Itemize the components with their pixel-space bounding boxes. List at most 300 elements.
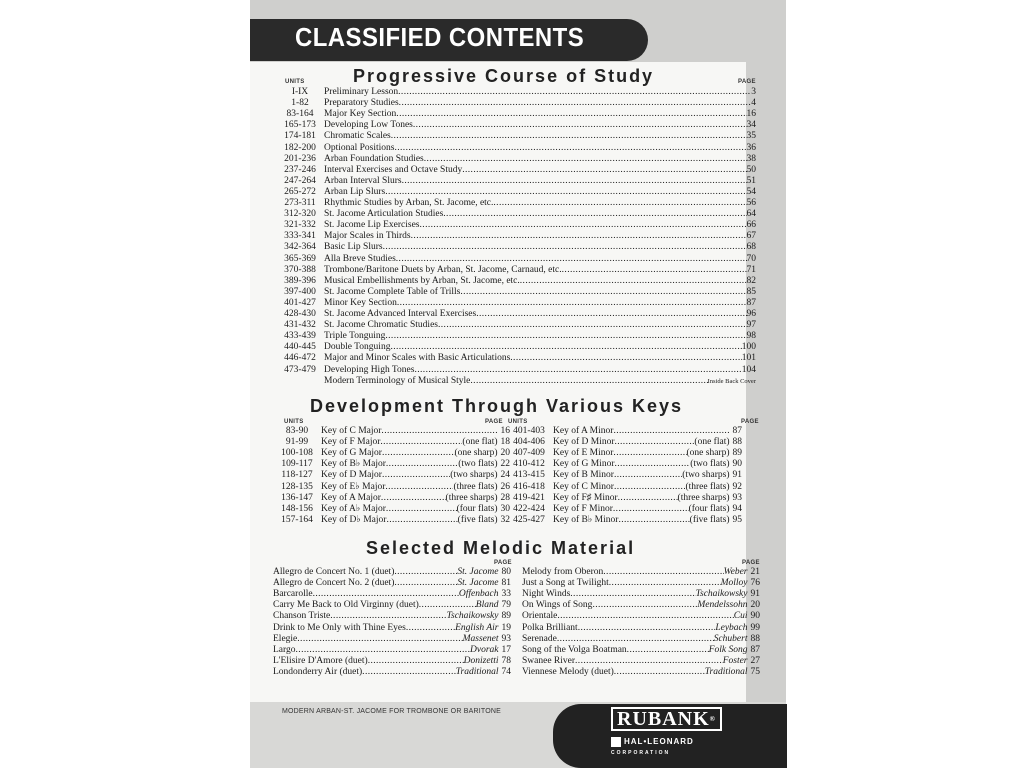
dot-leader	[385, 482, 453, 493]
dot-leader	[470, 376, 707, 387]
lesson-title: Chromatic Scales	[324, 131, 391, 142]
page-number: 95	[732, 514, 742, 525]
dot-leader	[476, 309, 746, 320]
key-row	[276, 470, 510, 481]
page-number: 30	[500, 503, 510, 514]
list-item	[278, 365, 756, 376]
unit-range: 410-412	[513, 459, 545, 470]
melody-row	[273, 645, 511, 656]
composer-name: Dvorak	[470, 644, 499, 655]
composer-name: Weber	[723, 567, 748, 577]
unit-range: 265-272	[284, 186, 316, 197]
page-title: CLASSIFIED CONTENTS	[295, 22, 585, 52]
page-number: 87	[732, 426, 742, 436]
lesson-title: Arban Foundation Studies	[324, 153, 424, 164]
list-item	[278, 143, 756, 154]
dot-leader	[297, 634, 462, 645]
lesson-title: Arban Interval Slurs	[324, 175, 402, 186]
melody-title: On Wings of Song	[522, 600, 593, 611]
key-name: Key of B Minor	[553, 470, 614, 481]
page-number: 74	[501, 666, 511, 677]
page-number: 99	[750, 622, 760, 633]
page-number: 19	[501, 622, 511, 633]
unit-range: 136-147	[281, 492, 313, 503]
page-number: 79	[501, 600, 511, 611]
unit-range: I-IX	[291, 87, 309, 97]
footer-text: MODERN ARBAN-ST. JACOME FOR TROMBONE OR BARITONE	[282, 708, 501, 715]
progressive-units-label: UNITS	[285, 79, 305, 85]
key-name: Key of C Minor	[553, 481, 614, 492]
composer-name: Tschaikowsky	[446, 611, 499, 622]
list-item	[278, 120, 756, 131]
contents-page	[250, 0, 786, 768]
lesson-title: Modern Terminology of Musical Style	[324, 375, 471, 386]
unit-range: 201-236	[284, 153, 316, 164]
melody-title: Song of the Volga Boatman	[522, 644, 627, 655]
key-row	[276, 493, 510, 504]
dot-leader	[613, 426, 729, 437]
dot-leader	[383, 242, 747, 253]
lesson-title: Developing High Tones	[324, 364, 415, 375]
key-row	[276, 426, 510, 437]
page-number: 51	[746, 175, 756, 186]
list-item	[278, 109, 756, 120]
melody-row	[522, 578, 760, 589]
page-number: 101	[741, 353, 756, 364]
key-row	[276, 504, 510, 515]
key-signature-note: (two sharps)	[450, 470, 498, 481]
dot-leader	[614, 437, 694, 448]
dot-leader	[296, 645, 470, 656]
composer-name: Traditional	[704, 666, 748, 677]
dot-leader	[557, 611, 733, 622]
unit-range: 440-445	[284, 342, 316, 353]
key-row	[276, 515, 510, 526]
page-number: 68	[746, 242, 756, 253]
melody-title: Serenade	[522, 633, 557, 644]
lesson-title: Developing Low Tones	[324, 120, 413, 131]
dot-leader	[443, 209, 746, 220]
dot-leader	[614, 667, 705, 678]
unit-range: 273-311	[284, 198, 316, 208]
hal-leonard-mark-icon	[611, 737, 621, 747]
dot-leader	[368, 656, 464, 667]
unit-range: 401-403	[513, 426, 545, 436]
page-number: 34	[746, 120, 756, 131]
key-signature-note: (three flats)	[685, 481, 730, 492]
lesson-title: Triple Tonguing	[324, 331, 386, 342]
unit-range: 413-415	[513, 470, 545, 481]
dot-leader	[382, 448, 455, 459]
unit-range: 174-181	[284, 131, 316, 142]
list-item	[278, 320, 756, 331]
melody-row	[522, 667, 760, 678]
page-number: 94	[732, 503, 742, 514]
list-item	[278, 220, 756, 231]
key-row	[276, 482, 510, 493]
page-number: 17	[501, 644, 511, 655]
lesson-title: St. Jacome Articulation Studies	[324, 209, 444, 220]
page-number: 18	[500, 437, 510, 448]
key-signature-note: (two flats)	[690, 459, 730, 470]
key-signature-note: (two flats)	[458, 459, 498, 470]
dot-leader	[618, 493, 678, 504]
key-signature-note: (four flats)	[456, 503, 498, 514]
dot-leader	[411, 231, 747, 242]
unit-range: 321-332	[284, 220, 316, 231]
key-row	[508, 459, 742, 470]
key-name: Key of G Major	[321, 448, 382, 459]
dot-leader	[396, 109, 746, 120]
list-item	[278, 276, 756, 287]
unit-range: 416-418	[513, 481, 545, 492]
dot-leader	[424, 154, 747, 165]
melody-row	[273, 667, 511, 678]
dot-leader	[575, 656, 723, 667]
dot-leader	[398, 87, 751, 98]
unit-range: 433-439	[284, 331, 316, 342]
page-number: 70	[746, 253, 756, 264]
unit-range: 473-479	[284, 364, 316, 375]
melody-title: Elegie	[273, 633, 298, 644]
dot-leader	[414, 365, 741, 376]
melody-title: Swanee River	[522, 655, 576, 666]
melody-title: Just a Song at Twilight	[522, 578, 609, 589]
page-number: 20	[500, 448, 510, 459]
unit-range: 237-246	[284, 164, 316, 175]
unit-range: 148-156	[281, 503, 313, 514]
page-number: 75	[750, 666, 760, 677]
dot-leader	[420, 220, 747, 231]
dot-leader	[406, 623, 455, 634]
unit-range: 83-164	[286, 109, 314, 120]
page-number: 87	[750, 644, 760, 655]
key-row	[508, 504, 742, 515]
keys-page-label-right: PAGE	[741, 419, 759, 425]
unit-range: 370-388	[284, 264, 316, 275]
key-row	[508, 470, 742, 481]
page-number: 16	[500, 426, 510, 436]
dot-leader	[381, 426, 497, 437]
melodic-page-label-left: PAGE	[494, 560, 512, 566]
dot-leader	[382, 470, 450, 481]
key-row	[508, 482, 742, 493]
list-item	[278, 154, 756, 165]
dot-leader	[438, 320, 747, 331]
dot-leader	[394, 578, 457, 589]
composer-name: Massenet	[462, 633, 499, 644]
key-row	[276, 459, 510, 470]
composer-name: Cui	[733, 611, 748, 622]
dot-leader	[394, 143, 746, 154]
list-item	[278, 298, 756, 309]
lesson-title: Arban Lip Slurs	[324, 186, 386, 197]
key-row	[508, 426, 742, 437]
key-name: Key of F Major	[321, 437, 381, 448]
list-item	[278, 265, 756, 276]
dot-leader	[614, 482, 686, 493]
page-number: 80	[501, 567, 511, 577]
page-number: 85	[746, 286, 756, 297]
key-signature-note: (three flats)	[453, 481, 498, 492]
unit-range: 431-432	[284, 320, 316, 331]
page-number: 88	[750, 633, 760, 644]
brand-logo-text: RUBANK®	[611, 707, 722, 731]
dot-leader	[460, 287, 746, 298]
lesson-title: Alla Breve Studies	[324, 253, 396, 264]
dot-leader	[330, 611, 446, 622]
lesson-title: Musical Embellishments by Arban, St. Jacome, etc.	[324, 275, 520, 286]
lesson-title: Minor Key Section	[324, 297, 397, 308]
dot-leader	[557, 634, 714, 645]
key-name: Key of G Minor	[553, 459, 615, 470]
list-item	[278, 353, 756, 364]
dot-leader	[510, 353, 741, 364]
page-number: 100	[741, 342, 756, 353]
page-number: 50	[746, 164, 756, 175]
dot-leader	[386, 515, 457, 526]
unit-range: 100-108	[281, 448, 313, 459]
dot-leader	[493, 198, 746, 209]
dot-leader	[386, 459, 458, 470]
unit-range: 118-127	[281, 470, 313, 481]
key-signature-note: (one flat)	[694, 437, 730, 448]
dot-leader	[570, 589, 695, 600]
page-number: 38	[746, 153, 756, 164]
list-item	[278, 309, 756, 320]
unit-range: 109-117	[281, 459, 313, 470]
key-signature-note: (five flats)	[457, 514, 498, 525]
page-number: 26	[500, 481, 510, 492]
progressive-title: Progressive Course of Study	[353, 66, 655, 86]
key-signature-note: (three sharps)	[677, 492, 730, 503]
unit-range: 247-264	[284, 175, 316, 186]
page-number: 97	[746, 320, 756, 331]
unit-range	[278, 376, 322, 387]
melody-row	[522, 600, 760, 611]
dot-leader	[627, 645, 709, 656]
lesson-title: St. Jacome Complete Table of Trills	[324, 286, 461, 297]
page-number: 4	[751, 98, 756, 109]
page-number: 27	[750, 655, 760, 666]
melody-row	[273, 578, 511, 589]
lesson-title: Major Scales in Thirds	[324, 231, 411, 242]
dot-leader	[394, 567, 457, 578]
dot-leader	[397, 298, 747, 309]
key-name: Key of E♭ Major	[321, 481, 386, 492]
page-number: 96	[746, 309, 756, 319]
page-number: 54	[746, 186, 756, 197]
key-signature-note: (one flat)	[462, 437, 498, 448]
page-number: 66	[746, 220, 756, 231]
composer-name: St. Jacome	[457, 567, 499, 577]
melodic-page-label-right: PAGE	[742, 560, 760, 566]
page-number: 71	[746, 264, 756, 275]
page-number: 36	[746, 142, 756, 153]
melody-row	[273, 611, 511, 622]
melody-title: Chanson Triste	[273, 611, 331, 622]
melody-row	[522, 623, 760, 634]
dot-leader	[609, 578, 721, 589]
melody-title: Melody from Oberon	[522, 567, 604, 577]
lesson-title: Major Key Section	[324, 109, 397, 120]
unit-range: 342-364	[284, 242, 316, 253]
page-number: 98	[746, 331, 756, 342]
unit-range: 128-135	[281, 481, 313, 492]
keys-page-label-left: PAGE	[485, 419, 503, 425]
dot-leader	[614, 459, 690, 470]
dot-leader	[614, 470, 682, 481]
key-row	[508, 493, 742, 504]
title-tab	[250, 19, 648, 61]
key-name: Key of B♭ Minor	[553, 514, 619, 525]
melody-row	[273, 567, 511, 578]
list-item	[278, 176, 756, 187]
list-item	[278, 331, 756, 342]
composer-name: Donizetti	[463, 655, 499, 666]
unit-range: 446-472	[284, 353, 316, 364]
lesson-title: Major and Minor Scales with Basic Articulations	[324, 353, 511, 364]
lesson-title: St. Jacome Advanced Interval Exercises	[324, 309, 477, 319]
dot-leader	[613, 504, 689, 515]
melody-title: Largo	[273, 644, 296, 655]
composer-name: Traditional	[455, 666, 499, 677]
list-item	[278, 131, 756, 142]
key-name: Key of C Major	[321, 426, 382, 436]
dot-leader	[402, 176, 747, 187]
list-item	[278, 254, 756, 265]
melody-row	[273, 634, 511, 645]
melody-row	[522, 589, 760, 600]
lesson-title: St. Jacome Lip Exercises	[324, 220, 420, 231]
composer-name: Mendelssohn	[697, 600, 748, 611]
dot-leader	[578, 623, 716, 634]
key-row	[508, 448, 742, 459]
unit-range: 425-427	[513, 514, 545, 525]
key-name: Key of F♯ Minor	[553, 492, 618, 503]
page-number: 88	[732, 437, 742, 448]
page-number: 78	[501, 655, 511, 666]
page-number: 28	[500, 492, 510, 503]
key-name: Key of E Minor	[553, 448, 614, 459]
key-name: Key of A Major	[321, 492, 381, 503]
list-item	[278, 342, 756, 353]
composer-name: Offenbach	[458, 589, 499, 600]
lesson-title: Basic Lip Slurs	[324, 242, 383, 253]
dot-leader	[313, 589, 459, 600]
list-item	[278, 98, 756, 109]
key-row	[276, 437, 510, 448]
key-name: Key of F Minor	[553, 503, 613, 514]
melodic-title: Selected Melodic Material	[366, 538, 636, 558]
melody-row	[273, 623, 511, 634]
page-number: 82	[746, 275, 756, 286]
melody-row	[522, 656, 760, 667]
list-item	[278, 287, 756, 298]
lesson-title: Optional Positions	[324, 142, 395, 153]
page-number: 104	[741, 364, 756, 375]
melody-title: Viennese Melody (duet)	[522, 666, 614, 677]
key-name: Key of D Major	[321, 470, 382, 481]
lesson-title: Rhythmic Studies by Arban, St. Jacome, etc.	[324, 198, 494, 208]
unit-range: 428-430	[284, 309, 316, 319]
key-signature-note: (one sharp)	[454, 448, 498, 459]
dot-leader	[386, 504, 457, 515]
page-number: 76	[750, 578, 760, 589]
melody-title: Polka Brilliant	[522, 622, 578, 633]
melody-title: Orientale	[522, 611, 558, 622]
hal-leonard-logo: HAL•LEONARD CORPORATION	[611, 737, 694, 756]
dot-leader	[385, 187, 746, 198]
list-item	[278, 242, 756, 253]
page-number: 89	[732, 448, 742, 459]
page-number: 16	[746, 109, 756, 120]
melody-row	[273, 600, 511, 611]
composer-name: Foster	[722, 655, 748, 666]
unit-range: 407-409	[513, 448, 545, 459]
dot-leader	[613, 448, 686, 459]
composer-name: Bland	[475, 600, 499, 611]
dot-leader	[592, 600, 697, 611]
list-item	[278, 376, 756, 387]
rubank-logo	[553, 704, 787, 768]
key-row	[276, 448, 510, 459]
unit-range: 333-341	[284, 231, 316, 242]
unit-range: 312-320	[284, 209, 316, 220]
melody-title: Allegro de Concert No. 1 (duet)	[273, 567, 395, 577]
melody-row	[273, 656, 511, 667]
composer-name: Leybach	[715, 622, 748, 633]
page-number: 90	[750, 611, 760, 622]
lesson-title: Interval Exercises and Octave Study	[324, 164, 463, 175]
page-number: 32	[500, 514, 510, 525]
page-number: 22	[500, 459, 510, 470]
list-item	[278, 87, 756, 98]
dot-leader	[462, 165, 746, 176]
melody-title: Barcarolle	[273, 589, 313, 600]
page-number: 91	[732, 470, 742, 481]
keys-title: Development Through Various Keys	[310, 396, 684, 416]
keys-units-label-right: UNITS	[508, 419, 528, 425]
list-item	[278, 231, 756, 242]
key-signature-note: (four flats)	[688, 503, 730, 514]
unit-range: 401-427	[284, 297, 316, 308]
dot-leader	[413, 120, 747, 131]
page-number: 20	[750, 600, 760, 611]
lesson-title: Preparatory Studies	[324, 98, 399, 109]
melody-title: Carry Me Back to Old Virginny (duet)	[273, 600, 419, 611]
keys-units-label-left: UNITS	[284, 419, 304, 425]
page-number: 87	[746, 297, 756, 308]
unit-range: 1-82	[291, 98, 309, 109]
unit-range: 419-421	[513, 492, 545, 503]
progressive-page-label: PAGE	[738, 79, 756, 85]
melody-row	[273, 589, 511, 600]
dot-leader	[603, 567, 723, 578]
unit-range: 165-173	[284, 120, 316, 131]
dot-leader	[399, 98, 752, 109]
unit-range: 91-99	[285, 437, 309, 448]
melody-title: Londonderry Air (duet)	[273, 666, 363, 677]
page-number: 64	[746, 209, 756, 220]
unit-range: 389-396	[284, 275, 316, 286]
page-number: 89	[501, 611, 511, 622]
dot-leader	[391, 131, 747, 142]
page-number: 90	[732, 459, 742, 470]
dot-leader	[396, 254, 747, 265]
page-number: 81	[501, 578, 511, 589]
list-item	[278, 187, 756, 198]
